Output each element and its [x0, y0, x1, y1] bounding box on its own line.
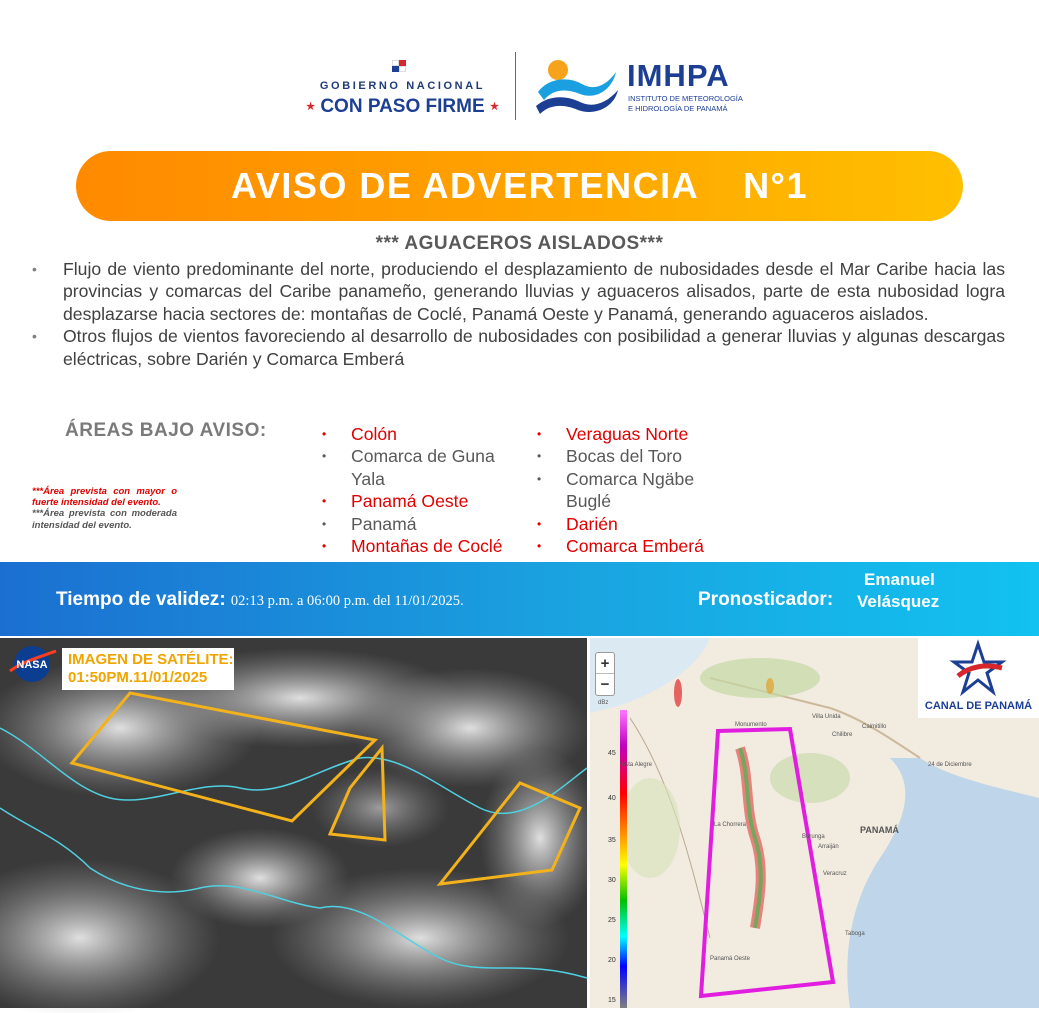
- validity-label: Tiempo de validez: 02:13 p.m. a 06:00 p.m. del 11/01/2025.: [56, 589, 464, 610]
- gobierno-slogan: CON PASO FIRME: [320, 96, 485, 117]
- place-label: La Chorrera: [714, 822, 747, 828]
- forecaster-last-name: Velásquez: [857, 592, 940, 611]
- place-label: Caimitillo: [862, 724, 887, 730]
- gobierno-nacional-logo: [300, 56, 505, 118]
- legend-note: [32, 486, 177, 531]
- gobierno-line1: GOBIERNO NACIONAL: [319, 80, 486, 92]
- areas-label: ÁREAS BAJO AVISO:: [65, 420, 267, 441]
- area-item: [535, 513, 735, 535]
- star-icon: ★: [306, 101, 316, 113]
- canal-logo-text: CANAL DE PANAMÁ: [924, 700, 1033, 712]
- description-item: [30, 325, 1005, 370]
- gobierno-line2: [300, 96, 505, 118]
- place-label: Chilibre: [832, 732, 853, 738]
- area-item: [320, 513, 530, 535]
- imhpa-logo-icon: [534, 56, 624, 116]
- area-item: [535, 468, 735, 513]
- area-item: [535, 535, 735, 557]
- description-list: [30, 258, 1005, 370]
- bullet-icon: •: [537, 427, 542, 441]
- area-item: [320, 535, 530, 557]
- canal-star-icon: [952, 642, 1004, 696]
- imhpa-subtitle-1: INSTITUTO DE METEOROLOGÍA: [628, 94, 743, 103]
- area-name: Comarca de Guna Yala: [351, 446, 495, 489]
- scale-tick: 25: [608, 917, 616, 924]
- area-name: Comarca Ngäbe Buglé: [566, 468, 695, 512]
- warning-subtitle: *** AGUACEROS AISLADOS***: [375, 233, 664, 254]
- area-name: Veraguas Norte: [566, 424, 689, 444]
- bullet-icon: •: [322, 539, 327, 554]
- bullet-icon: •: [322, 427, 327, 441]
- zoom-in-button[interactable]: +: [596, 653, 614, 674]
- place-label: Panamá Oeste: [710, 956, 751, 962]
- place-label: Monumento: [735, 722, 767, 728]
- zoom-out-button[interactable]: −: [600, 676, 610, 693]
- bullet-icon: •: [32, 328, 37, 345]
- place-label: Taboga: [845, 931, 865, 937]
- area-name: Panamá: [351, 513, 417, 534]
- areas-column-1: [320, 423, 530, 557]
- area-name: Comarca Emberá: [566, 536, 704, 557]
- bullet-icon: •: [322, 449, 327, 464]
- panama-flag-icon: [392, 60, 406, 72]
- star-icon: ★: [489, 101, 499, 113]
- area-name: Darién: [566, 513, 618, 534]
- validity-band: [0, 562, 1039, 636]
- scale-tick: 20: [608, 957, 616, 964]
- satellite-label-line1: IMAGEN DE SATÉLITE:: [68, 651, 234, 668]
- canal-de-panama-logo: [918, 638, 1039, 718]
- satellite-cloud-map: [0, 638, 587, 1008]
- nasa-logo-text: NASA: [16, 659, 48, 671]
- scale-tick: 35: [608, 837, 616, 844]
- place-label: Villa Unida: [812, 714, 841, 720]
- legend-red-note: ***Área prevista con mayor o fuerte intensidad del evento.: [32, 486, 177, 509]
- header-divider: [515, 52, 516, 120]
- area-item: [320, 490, 530, 512]
- scale-tick: 30: [608, 877, 616, 884]
- nasa-logo-icon: [4, 645, 60, 683]
- satellite-image: [0, 638, 587, 1008]
- warning-banner: [76, 151, 963, 221]
- satellite-label: [62, 648, 234, 690]
- place-label: Veracruz: [823, 871, 847, 877]
- legend-gray-note: ***Área prevista con moderada intensidad del evento.: [32, 508, 177, 531]
- area-name: Colón: [351, 424, 397, 444]
- area-name: Montañas de Coclé: [351, 536, 503, 557]
- description-text: Flujo de viento predominante del norte, produciendo el desplazamiento de nubosidades desde el Mar Caribe hacia las provincias y comarcas del Caribe panameño, generando lluvias y aguaceros alisados, parte de esta nubosidad logra desplazarse hacia sectores de: montañas de Coclé, Panamá Oeste y Panamá, generando aguaceros aislados.: [63, 259, 1005, 324]
- description-item: [30, 258, 1005, 325]
- place-label: Vista Alegre: [620, 762, 652, 768]
- bullet-icon: •: [32, 261, 37, 277]
- area-item: [320, 423, 530, 445]
- place-label: Burunga: [802, 834, 825, 840]
- banner-title: AVISO DE ADVERTENCIA: [231, 165, 700, 206]
- areas-column-2: [535, 423, 735, 557]
- scale-tick: 45: [608, 750, 616, 757]
- validity-text: 02:13 p.m. a 06:00 p.m. del 11/01/2025.: [230, 593, 464, 609]
- bullet-icon: •: [322, 516, 327, 531]
- description-text: Otros flujos de vientos favoreciendo al desarrollo de nubosidades con posibilidad a generar lluvias y algunas descargas eléctricas, sobre Darién y Comarca Emberá: [63, 326, 1005, 369]
- scale-tick: 40: [608, 795, 616, 802]
- radar-unit: dBz: [598, 700, 609, 706]
- area-item: [535, 423, 735, 445]
- place-label: 24 de Diciembre: [928, 762, 972, 768]
- forecaster-label-text: Pronosticador: [698, 589, 827, 610]
- bullet-icon: •: [537, 471, 542, 486]
- area-name: Bocas del Toro: [566, 446, 683, 467]
- forecaster-label: Pronosticador:: [698, 589, 834, 610]
- bullet-icon: •: [537, 539, 542, 554]
- place-label: PANAMÁ: [860, 825, 899, 835]
- forecaster-first-name: Emanuel: [864, 570, 935, 589]
- imhpa-name: IMHPA: [627, 58, 730, 93]
- area-item: [535, 445, 735, 467]
- validity-label-text: Tiempo de validez: [56, 589, 220, 610]
- bullet-icon: •: [537, 449, 542, 464]
- scale-tick: 15: [608, 997, 616, 1004]
- area-name: Panamá Oeste: [351, 491, 469, 512]
- bullet-icon: •: [537, 516, 542, 531]
- area-item: [320, 445, 530, 490]
- banner-number: N°1: [743, 165, 808, 206]
- bullet-icon: •: [322, 494, 327, 509]
- imhpa-subtitle-2: E HIDROLOGÍA DE PANAMÁ: [628, 104, 728, 113]
- satellite-label-line2: 01:50PM.11/01/2025: [68, 669, 208, 686]
- place-label: Arraiján: [818, 844, 839, 850]
